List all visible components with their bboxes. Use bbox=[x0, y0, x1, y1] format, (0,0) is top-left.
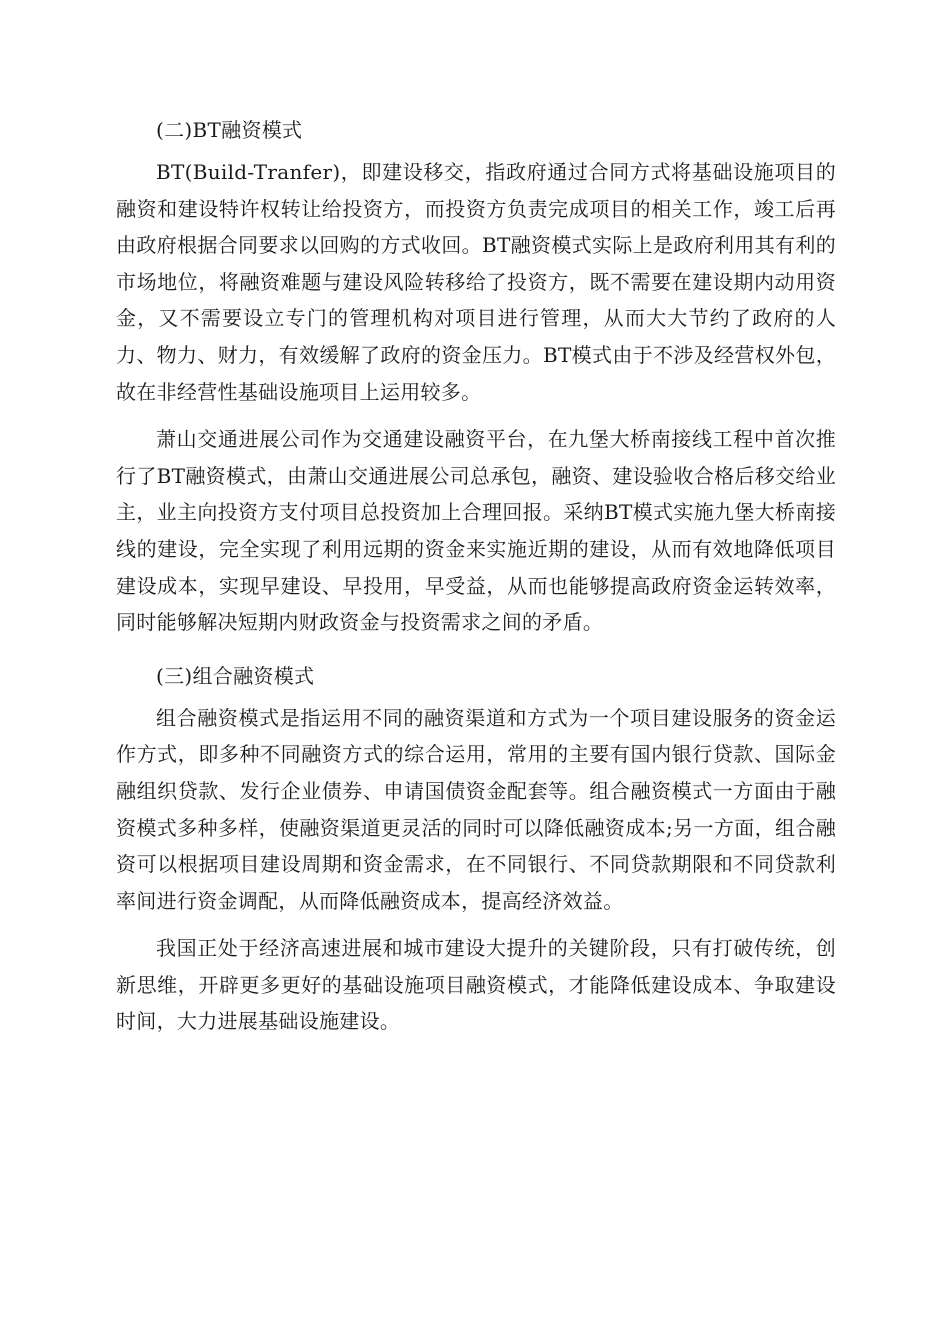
paragraph-bt-definition: BT(Build-Tranfer)，即建设移交，指政府通过合同方式将基础设施项目的融资和建设特许权转让给投资方，而投资方负责完成项目的相关工作，竣工后再由政府根据合同要求以回购的方式收回。BT融资模式实际上是政府利用其有利的市场地位，将融资难题与建设风险转移给了投资方，既不需要在建设期内动用资金，又不需要设立专门的管理机构对项目进行管理，从而大大节约了政府的人力、物力、财力，有效缓解了政府的资金压力。BT模式由于不涉及经营权外包，故在非经营性基础设施项目上运用较多。 bbox=[116, 160, 836, 404]
paragraph-conclusion: 我国正处于经济高速进展和城市建设大提升的关键阶段，只有打破传统，创新思维，开辟更多更好的基础设施项目融资模式，才能降低建设成本、争取建设时间，大力进展基础设施建设。 bbox=[116, 936, 836, 1034]
section-heading-bt: (二)BT融资模式 bbox=[156, 118, 303, 142]
document-body bbox=[116, 106, 836, 1051]
section-heading-combined: (三)组合融资模式 bbox=[156, 663, 315, 688]
paragraph-bt-case: 萧山交通进展公司作为交通建设融资平台，在九堡大桥南接线工程中首次推行了BT融资模式，由萧山交通进展公司总承包，融资、建设验收合格后移交给业主，业主向投资方支付项目总投资加上合理回报。采纳BT模式实施九堡大桥南接线的建设，完全实现了利用远期的资金来实施近期的建设，从而有效地降低项目建设成本，实现早建设、早投用，早受益，从而也能够提高政府资金运转效率，同时能够解决短期内财政资金与投资需求之间的矛盾。 bbox=[116, 427, 836, 635]
paragraph-combined-definition: 组合融资模式是指运用不同的融资渠道和方式为一个项目建设服务的资金运作方式，即多种不同融资方式的综合运用，常用的主要有国内银行贷款、国际金融组织贷款、发行企业债券、申请国债资金配套等。组合融资模式一方面由于融资模式多种多样，使融资渠道更灵活的同时可以降低融资成本;另一方面，组合融资可以根据项目建设周期和资金需求，在不同银行、不同贷款期限和不同贷款利率间进行资金调配，从而降低融资成本，提高经济效益。 bbox=[116, 705, 836, 913]
